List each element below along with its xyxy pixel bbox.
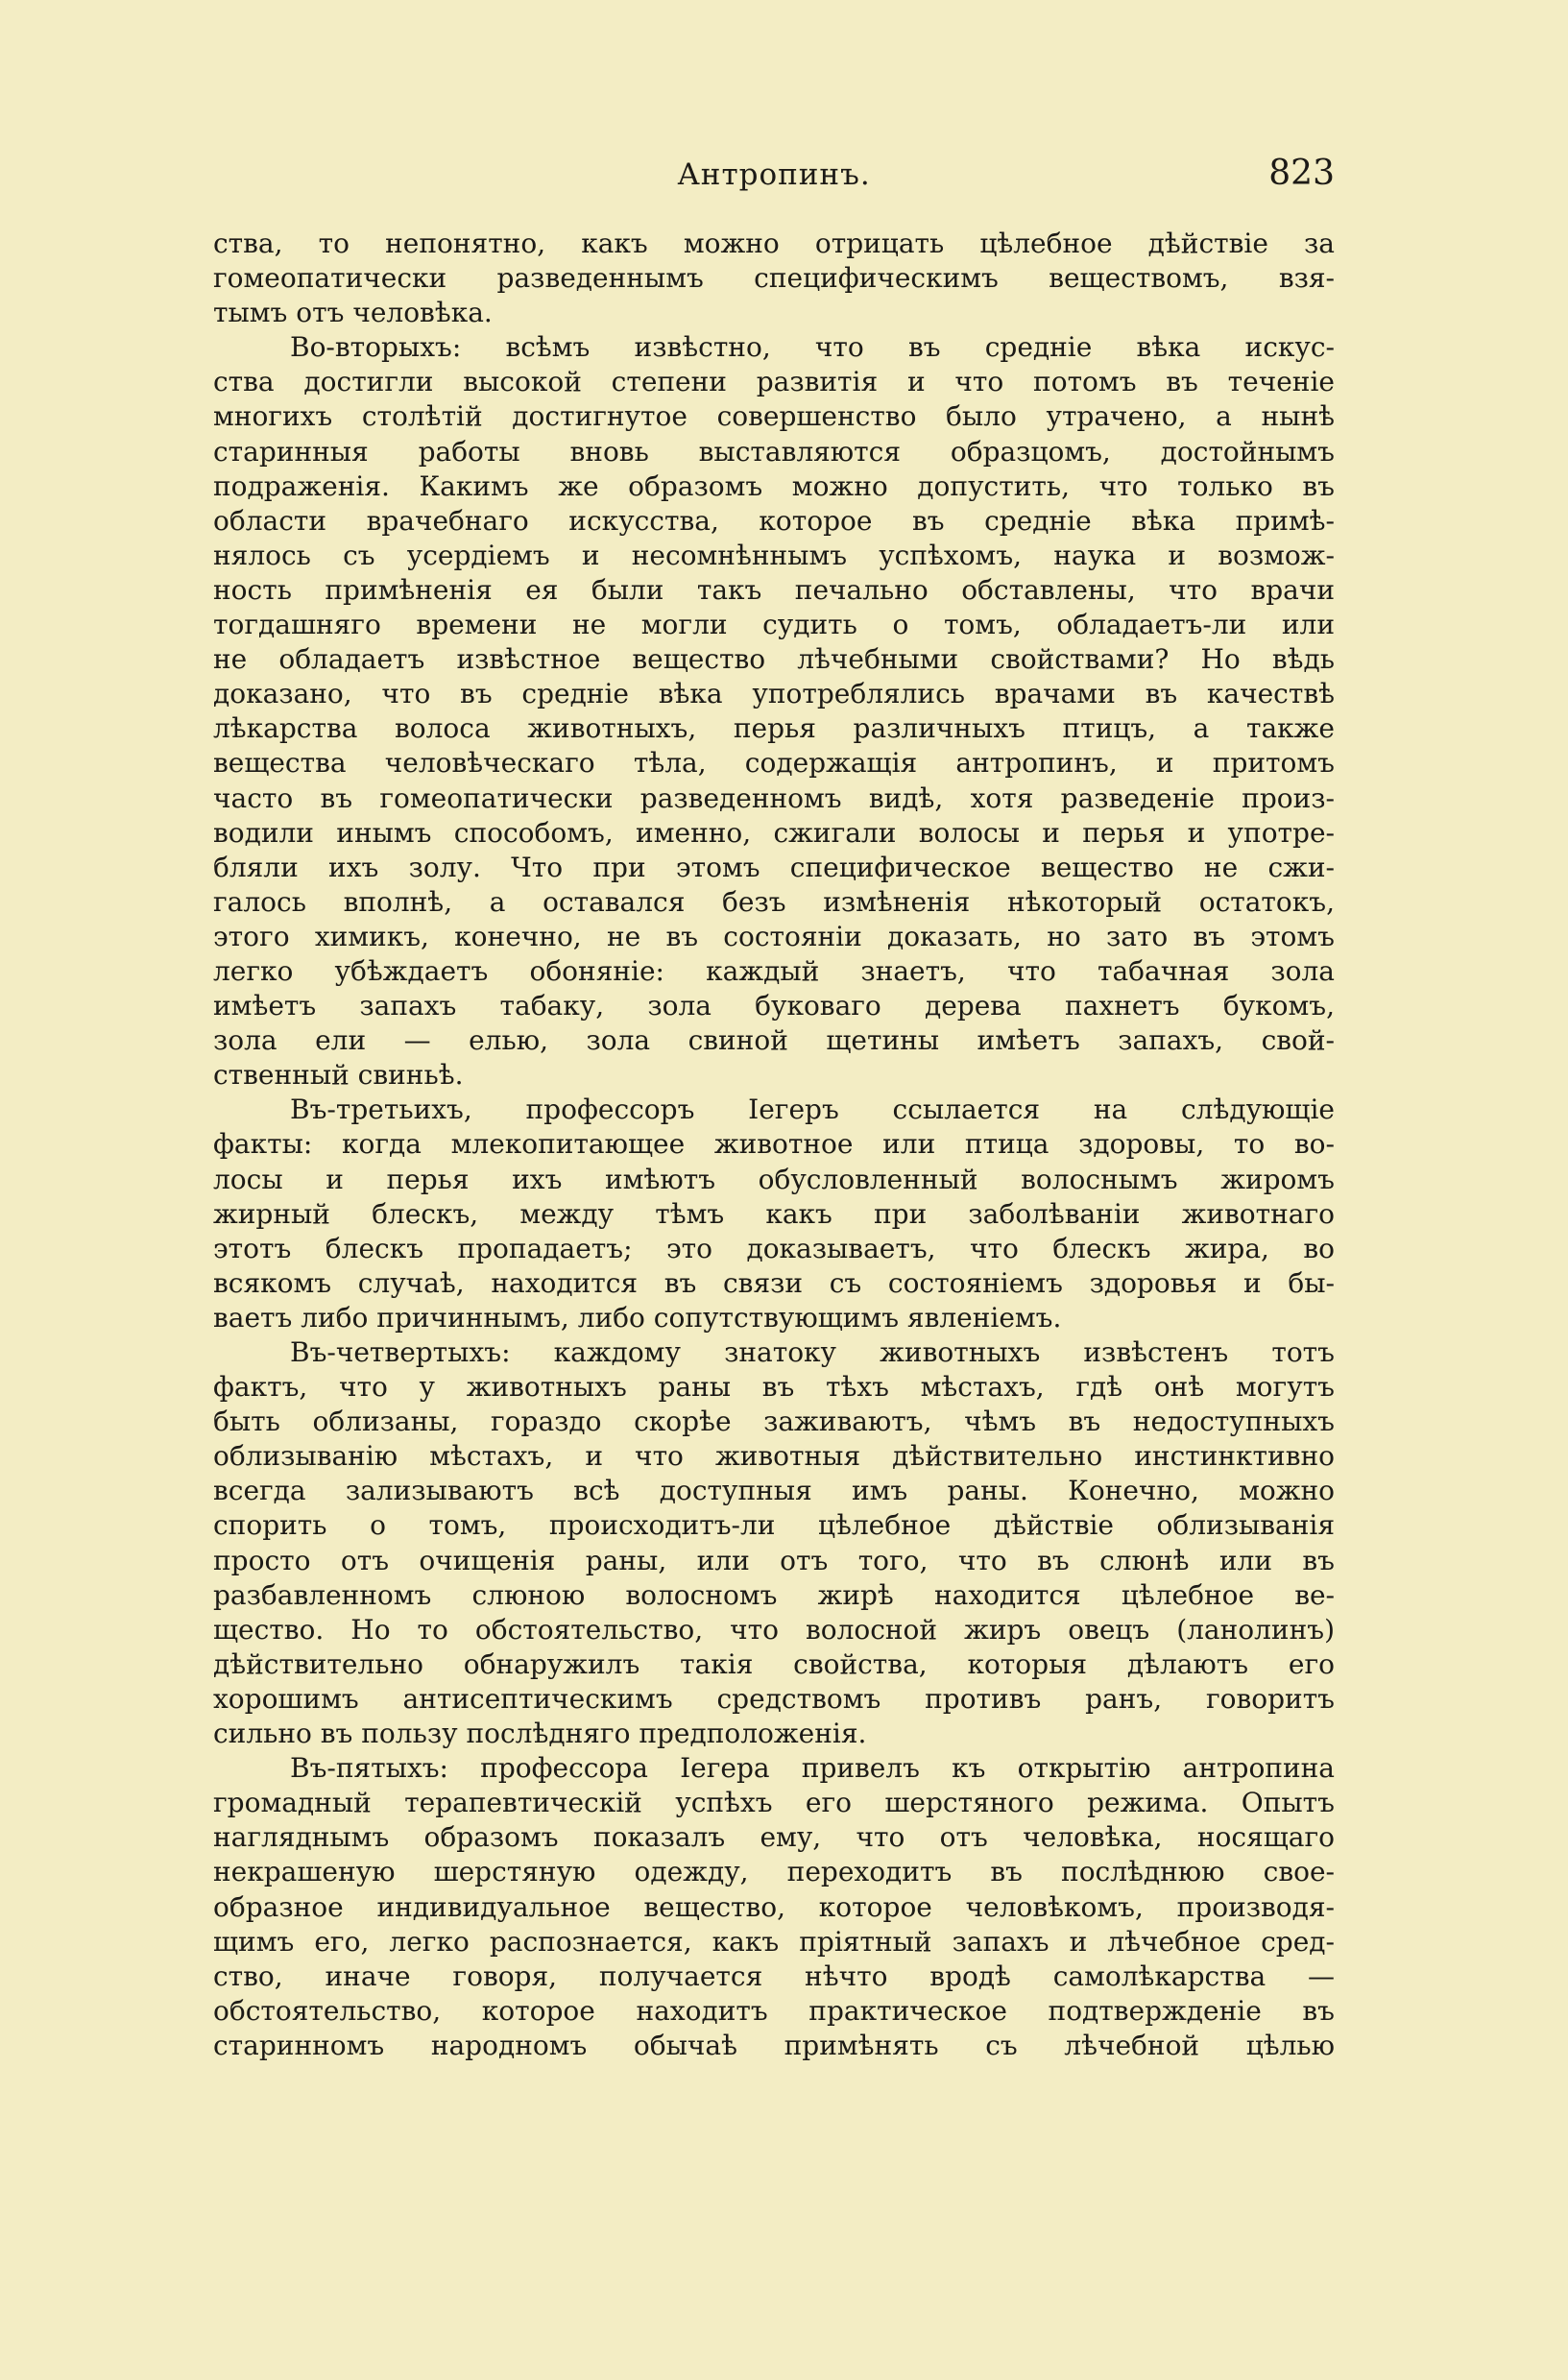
text-line: сильно въ пользу послѣдняго предположенія. [213,1718,867,1750]
text-line: водили инымъ способомъ, именно, сжигали волосы и перья и употре- [213,816,1335,849]
text-line: не обладаетъ извѣстное вещество лѣчебными свойствами? Но вѣдь [213,643,1335,676]
text-line: многихъ столѣтій достигнутое совершенство было утрачено, а нынѣ [213,400,1335,433]
text-line: ства, то непонятно, какъ можно отрицать цѣлебное дѣйствіе за [213,228,1335,259]
running-title: Антропинъ. [677,157,871,192]
text-line: этотъ блескъ пропадаетъ; это доказываетъ, что блескъ жира, во [213,1232,1335,1264]
text-line: доказано, что въ средніе вѣка употреблялись врачами въ качествѣ [213,678,1335,710]
text-line: имѣетъ запахъ табаку, зола буковаго дерева пахнетъ букомъ, [213,990,1335,1022]
body-text [213,227,1335,2063]
text-line: ства достигли высокой степени развитія и что потомъ въ теченіе [213,366,1335,398]
text-line: нагляднымъ образомъ показалъ ему, что отъ человѣка, носящаго [213,1821,1335,1854]
text-line: часто въ гомеопатически разведенномъ видѣ, хотя разведеніе произ- [213,781,1335,814]
text-line: Въ-четвертыхъ: каждому знатоку животныхъ извѣстенъ тотъ [290,1336,1335,1368]
text-line: ваетъ либо причиннымъ, либо сопутствующимъ явленіемъ. [213,1301,1062,1334]
text-line: облизыванію мѣстахъ, и что животныя дѣйствительно инстинктивно [213,1440,1335,1473]
text-line: этого химикъ, конечно, не въ состояніи доказать, но зато въ этомъ [213,920,1335,952]
text-line: области врачебнаго искусства, которое въ средніе вѣка примѣ- [213,504,1335,537]
text-line: щимъ его, легко распознается, какъ пріятный запахъ и лѣчебное сред- [213,1925,1335,1958]
page-header [213,152,1335,200]
text-line: громадный терапевтическій успѣхъ его шерстяного режима. Опытъ [213,1787,1335,1819]
text-line: всякомъ случаѣ, находится въ связи съ состояніемъ здоровья и бы- [213,1266,1335,1299]
text-line: всегда зализываютъ всѣ доступныя имъ раны. Конечно, можно [213,1475,1335,1507]
text-line: ственный свиньѣ. [213,1059,464,1092]
text-line: просто отъ очищенія раны, или отъ того, что въ слюнѣ или въ [213,1544,1335,1576]
text-line: некрашеную шерстяную одежду, переходитъ въ послѣднюю свое- [213,1856,1335,1888]
text-line: быть облизаны, гораздо скорѣе заживаютъ, чѣмъ въ недоступныхъ [213,1406,1335,1438]
text-line: лосы и перья ихъ имѣютъ обусловленный волоснымъ жиромъ [213,1163,1335,1195]
text-line: вещества человѣческаго тѣла, содержащія антропинъ, и притомъ [213,747,1335,780]
text-line: ность примѣненія ея были такъ печально обставлены, что врачи [213,573,1335,606]
text-line: факты: когда млекопитающее животное или птица здоровы, то во- [213,1128,1335,1161]
text-line: разбавленномъ слюною волосномъ жирѣ находится цѣлебное ве- [213,1578,1335,1611]
text-line: подраженія. Какимъ же образомъ можно допустить, что только въ [213,469,1335,502]
text-line: галось вполнѣ, а оставался безъ измѣненія нѣкоторый остатокъ, [213,885,1335,918]
text-line: Въ-пятыхъ: профессора Іегера привелъ къ открытію антропина [290,1752,1335,1785]
text-line: щество. Но то обстоятельство, что волосной жиръ овецъ (ланолинъ) [213,1613,1335,1646]
text-line: легко убѣждаетъ обоняніе: каждый знаетъ, что табачная зола [213,954,1335,987]
text-line: дѣйствительно обнаружилъ такія свойства, которыя дѣлаютъ его [213,1647,1335,1680]
text-line: нялось съ усердіемъ и несомнѣннымъ успѣхомъ, наука и возмож- [213,539,1335,571]
text-line: тогдашняго времени не могли судить о томъ, обладаетъ-ли или [213,609,1335,641]
text-line: гомеопатически разведеннымъ специфическимъ веществомъ, взя- [213,262,1335,295]
text-line: фактъ, что у животныхъ раны въ тѣхъ мѣстахъ, гдѣ онѣ могутъ [213,1371,1335,1404]
text-line: Въ-третьихъ, профессоръ Іегеръ ссылается на слѣдующіе [290,1094,1335,1126]
text-line: спорить о томъ, происходитъ-ли цѣлебное дѣйствіе облизыванія [213,1509,1335,1542]
text-line: старинныя работы вновь выставляются образцомъ, достойнымъ [213,435,1335,468]
text-line: старинномъ народномъ обычаѣ примѣнять съ лѣчебной цѣлью [213,2029,1335,2061]
text-line: жирный блескъ, между тѣмъ какъ при заболѣваніи животнаго [213,1197,1335,1230]
text-line: ство, иначе говоря, получается нѣчто вродѣ самолѣкарства — [213,1959,1335,1992]
text-line: хорошимъ антисептическимъ средствомъ противъ ранъ, говоритъ [213,1682,1335,1715]
text-line: Во-вторыхъ: всѣмъ извѣстно, что въ средніе вѣка искус- [290,331,1335,364]
text-line: лѣкарства волоса животныхъ, перья различныхъ птицъ, а также [213,712,1335,745]
text-line: бляли ихъ золу. Что при этомъ специфическое вещество не сжи- [213,851,1335,883]
text-line: зола ели — елью, зола свиной щетины имѣетъ запахъ, свой- [213,1024,1335,1057]
text-line: тымъ отъ человѣка. [213,297,493,329]
text-line: образное индивидуальное вещество, которое человѣкомъ, производя- [213,1890,1335,1923]
page-number: 823 [1268,154,1335,193]
text-line: обстоятельство, которое находитъ практическое подтвержденіе въ [213,1994,1335,2027]
